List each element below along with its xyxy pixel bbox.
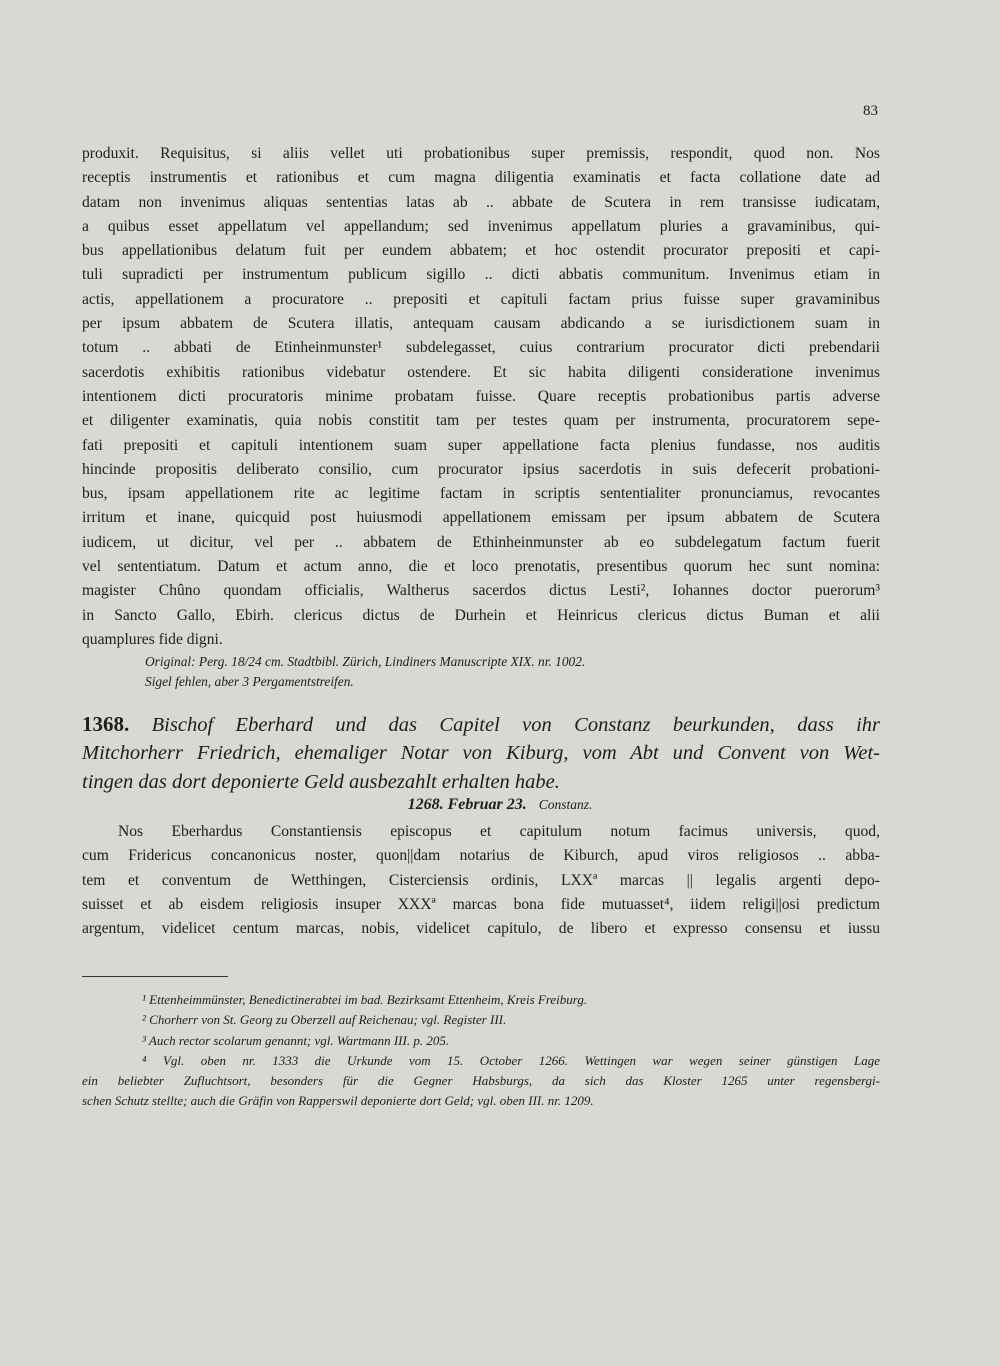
text-line: quamplures fide digni. — [82, 630, 223, 648]
footnote: schen Schutz stellte; auch die Gräfin von Rapperswil deponierte dort Geld; vgl. oben III. nr. 1209. — [82, 1093, 594, 1109]
text-line: per ipsum abbatem de Scutera illatis, antequam causam abdicando a se iurisdictionem suam in — [82, 315, 880, 333]
text-line: produxit. Requisitus, si aliis vellet uti probationibus super premissis, respondit, quod non. Nos — [82, 145, 880, 162]
document-number: 1368. — [82, 712, 130, 736]
footnote: ² Chorherr von St. Georg zu Oberzell auf Reichenau; vgl. Register III. — [142, 1012, 507, 1028]
seal-note: Sigel fehlen, aber 3 Pergamentstreifen. — [145, 674, 354, 689]
footnote: ⁴ Vgl. oben nr. 1333 die Urkunde vom 15. October 1266. Wettingen war wegen seiner günstigen Lage — [142, 1052, 880, 1068]
text-line: totum .. abbati de Etinheinmunster¹ subdelegasset, cuius contrarium procurator dicti prebendarii — [82, 339, 880, 357]
text-line: vel sententiatum. Datum et actum anno, die et loco prenotatis, presentibus quorum hec sunt nomina: — [82, 558, 880, 576]
footnote-divider — [82, 976, 228, 977]
document-date: 1268. Februar 23. — [407, 796, 527, 813]
document-text-block — [82, 820, 880, 941]
text-line: cum Fridericus concanonicus noster, quon||dam notarius de Kiburch, apud viros religiosos .. abba- — [82, 847, 880, 865]
text-line: a quibus esset appellatum vel appellandum; sed invenimus appellatum pluries a gravaminibus, qui- — [82, 217, 880, 235]
original-note: Original: Perg. 18/24 cm. Stadtbibl. Zürich, Lindiners Manuscripte XIX. nr. 1002. — [145, 654, 586, 669]
text-line: datam non invenimus aliquas sententias latas ab .. abbate de Scutera in rem transisse iudicatam, — [82, 193, 880, 211]
text-line: tem et conventum de Wetthingen, Cisterciensis ordinis, LXXª marcas || legalis argenti depo- — [82, 871, 880, 889]
text-line: intentionem dicti procuratoris minime probatam fuisse. Quare receptis probationibus partis adverse — [82, 387, 880, 405]
document-date-line — [0, 796, 1000, 814]
text-line: in Sancto Gallo, Ebirh. clericus dictus de Durhein et Heinricus clericus dictus Buman et alii — [82, 606, 880, 624]
text-line: suisset et ab eisdem religiosis insuper XXXª marcas bona fide mutuasset⁴, iidem religi||osi predictum — [82, 895, 880, 913]
text-line: iudicem, ut dicitur, vel per .. abbatem de Ethinheinmunster ab eo subdelegatum factum fuerit — [82, 533, 880, 551]
text-line: fati prepositi et capituli intentionem suam super appellatione facta plenius fundasse, nos auditis — [82, 436, 880, 454]
text-line: hincinde propositis deliberato consilio, cum procurator ipsius sacerdotis in suis defecerit probationi- — [82, 460, 880, 478]
heading-line: tingen das dort deponierte Geld ausbezahlt erhalten habe. — [82, 770, 560, 793]
text-line: argentum, videlicet centum marcas, nobis, videlicet capitulo, de libero et expresso consensu et iussu — [82, 920, 880, 938]
text-line: sacerdotis exhibitis rationibus videbatur ostendere. Et sic habita diligenti consideratione invenimus — [82, 363, 880, 381]
footnote: ¹ Ettenheimmünster, Benedictinerabtei im bad. Bezirksamt Ettenheim, Kreis Freiburg. — [142, 992, 588, 1007]
footnotes — [82, 990, 880, 1112]
text-line: et diligenter examinatis, quia nobis constitit tam per testes quam per instrumenta, procuratorem sepe- — [82, 412, 880, 430]
text-line: tuli supradicti per instrumentum publicum sigillo .. dicti abbatis communitum. Invenimus etiam in — [82, 266, 880, 284]
document-heading — [82, 710, 880, 796]
text-line: receptis instrumentis et rationibus et cum magna diligentia examinatis et facta collatione date ad — [82, 169, 880, 187]
text-line: bus appellationibus delatum fuit per eundem abbatem; et hoc ostendit procurator prepositi et capi- — [82, 242, 880, 260]
page-number: 83 — [863, 103, 878, 119]
footnote: ³ Auch rector scolarum genannt; vgl. Wartmann III. p. 205. — [142, 1032, 450, 1048]
text-line: magister Chûno quondam officialis, Waltherus sacerdos dictus Lesti², Iohannes doctor puerorum³ — [82, 582, 880, 600]
text-line: irritum et inane, quicquid post huiusmodi appellationem emissam per ipsum abbatem de Scutera — [82, 509, 880, 527]
heading-line: Mitchorherr Friedrich, ehemaliger Notar von Kiburg, vom Abt und Convent von Wet- — [82, 741, 880, 764]
heading-line: Bischof Eberhard und das Capitel von Constanz beurkunden, dass ihr — [151, 714, 880, 736]
document-place: Constanz. — [538, 797, 593, 812]
footnote: ein beliebter Zufluchtsort, besonders für die Gegner Habsburgs, da sich das Kloster 1265 unter regensbergi- — [82, 1073, 880, 1089]
text-line: bus, ipsam appellationem rite ac legitime factam in scriptis sententialiter pronunciamus, revocantes — [82, 485, 880, 503]
text-line: actis, appellationem a procuratore .. prepositi et capituli factam prius fuisse super gravaminibus — [82, 290, 880, 308]
text-line: Nos Eberhardus Constantiensis episcopus et capitulum notum facimus universis, quod, — [118, 823, 880, 840]
body-text-block — [82, 142, 880, 652]
